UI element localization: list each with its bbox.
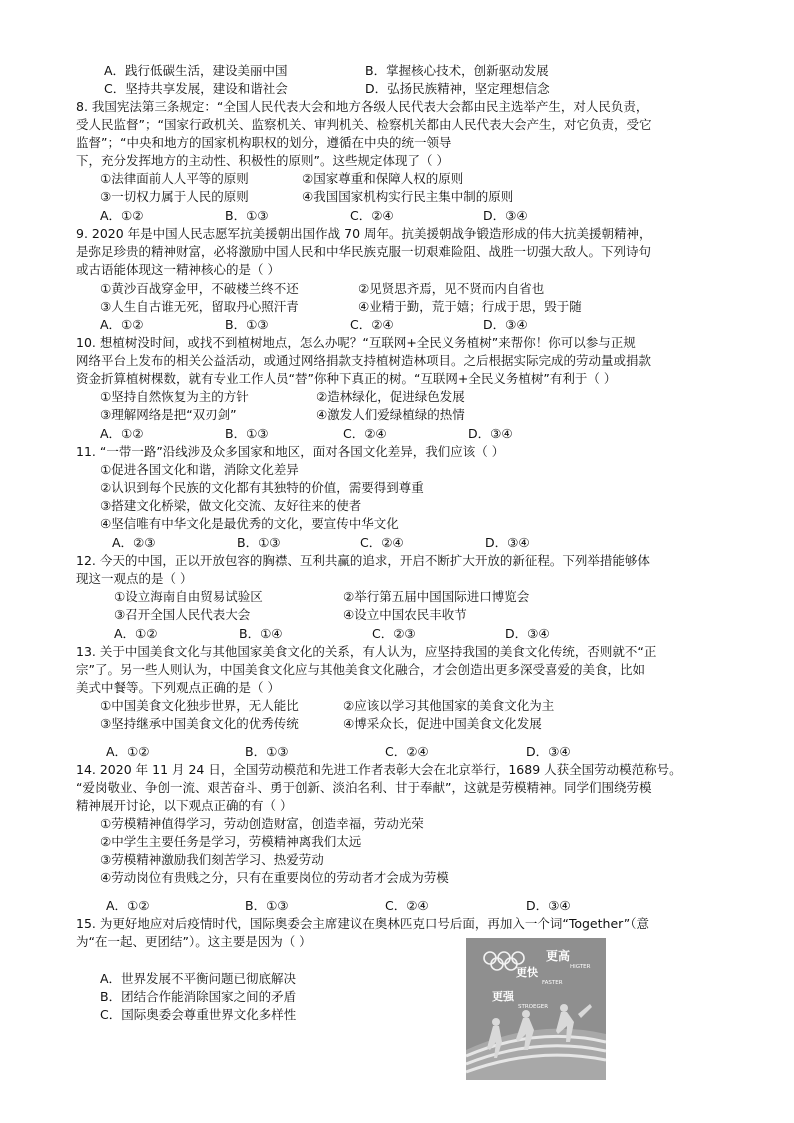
q14-statement-4: ④劳动岗位有贵贱之分，只有在重要岗位的劳动者才会成为劳模 [100, 870, 449, 885]
poster-faster-en: FASTER [542, 980, 563, 986]
q12-statement-1: ①设立海南自由贸易试验区 [114, 589, 263, 604]
q8-statement-1: ①法律面前人人平等的原则 [100, 171, 249, 186]
q9-stem-line2: 是弥足珍贵的精神财富，必将激励中国人民和中华民族克服一切艰难险阻、战胜一切强大敌人。下列诗句 [76, 244, 652, 259]
q8-stem-line2: 受人民监督”；“国家行政机关、监察机关、审判机关、检察机关都由人民代表大会产生，对它负责，受它 [76, 117, 652, 132]
q15-stem-line1: 15. 为更好地应对后疫情时代，国际奥委会主席建议在奥林匹克口号后面，再加入一个词“Together”（意 [76, 916, 650, 931]
q10-statement-3: ③理解网络是把“双刃剑” [100, 407, 237, 422]
q8-option-a: A．①② [100, 208, 144, 223]
q10-stem-line3: 资金折算植树棵数，就有专业工作人员“替”你种下真正的树。“互联网+全民义务植树”有利于（ ） [76, 371, 617, 386]
q13-statement-1: ①中国美食文化独步世界，无人能比 [100, 698, 299, 713]
q15-stem-line2: 为“在一起、更团结”）。这主要是因为（ ） [76, 934, 312, 949]
q15-option-a: A．世界发展不平衡问题已彻底解决 [100, 971, 297, 986]
q9-stem-line3: 或古语能体现这一精神核心的是（ ） [76, 262, 280, 277]
q8-option-c: C．②④ [350, 208, 394, 223]
q13-stem-line1: 13. 关于中国美食文化与其他国家美食文化的关系，有人认为，应坚持我国的美食文化传统，否则就不“正 [76, 644, 657, 659]
q9-option-d: D．③④ [483, 317, 528, 332]
q8-stem-line1: 8. 我国宪法第三条规定：“全国人民代表大会和地方各级人民代表大会都由民主选举产生，对人民负责， [76, 99, 649, 114]
q7-option-b: B．掌握核心技术，创新驱动发展 [365, 63, 549, 78]
q11-option-a: A．②③ [112, 535, 156, 550]
q9-option-c: C．②④ [350, 317, 394, 332]
q13-option-d: D．③④ [526, 744, 571, 759]
q14-stem-line3: 精神展开讨论，以下观点正确的有（ ） [76, 798, 293, 813]
q10-option-d: D．③④ [468, 426, 513, 441]
q10-stem-line1: 10. 想植树没时间，或找不到植树地点，怎么办呢？“互联网+全民义务植树”来帮你！你可以参与正规 [76, 335, 636, 350]
poster-faster-cn: 更快 [516, 966, 538, 979]
q13-option-a: A．①② [106, 744, 150, 759]
q8-statement-2: ②国家尊重和保障人权的原则 [302, 171, 464, 186]
q10-option-c: C．②④ [343, 426, 387, 441]
q12-option-a: A．①② [114, 626, 158, 641]
q13-stem-line3: 美式中餐等。下列观点正确的是（ ） [76, 680, 280, 695]
q14-statement-2: ②中学生主要任务是学习，劳模精神离我们太远 [100, 834, 362, 849]
q12-stem-line2: 现这一观点的是（ ） [76, 571, 193, 586]
q14-option-d: D．③④ [526, 898, 571, 913]
q13-stem-line2: 宗”了。另一些人则认为，中国美食文化应与其他美食文化融合，才会创造出更多深受喜爱的美食，比如 [76, 662, 645, 677]
q10-stem-line2: 网络平台上发布的相关公益活动，或通过网络捐款支持植树造林项目。之后根据实际完成的劳动量或捐款 [76, 353, 652, 368]
q14-statement-1: ①劳模精神值得学习，劳动创造财富，创造幸福，劳动光荣 [100, 816, 424, 831]
q13-statement-4: ④博采众长，促进中国美食文化发展 [343, 716, 542, 731]
q9-option-a: A．①② [100, 317, 144, 332]
q9-statement-1: ①黄沙百战穿金甲，不破楼兰终不还 [100, 281, 299, 296]
q9-statement-4: ④业精于勤，荒于嬉；行成于思，毁于随 [358, 299, 582, 314]
q11-statement-2: ②认识到每个民族的文化都有其独特的价值，需要得到尊重 [100, 480, 424, 495]
q15-option-c: C．国际奥委会尊重世界文化多样性 [100, 1007, 297, 1022]
q8-stem-line4: 下，充分发挥地方的主动性、积极性的原则”。这些规定体现了（ ） [76, 153, 449, 168]
q14-stem-line2: “爱岗敬业、争创一流、艰苦奋斗、勇于创新、淡泊名利、甘于奉献”，这就是劳模精神。同学们围绕劳模 [76, 780, 652, 795]
q14-option-b: B．①③ [245, 898, 289, 913]
q9-statement-3: ③人生自古谁无死，留取丹心照汗青 [100, 299, 299, 314]
q8-statement-3: ③一切权力属于人民的原则 [100, 189, 249, 204]
q9-option-b: B．①③ [225, 317, 269, 332]
q15-option-b: B．团结合作能消除国家之间的矛盾 [100, 989, 297, 1004]
q14-option-a: A．①② [106, 898, 150, 913]
q14-stem-line1: 14. 2020 年 11 月 24 日，全国劳动模范和先进工作者表彰大会在北京举行，1689 人获全国劳动模范称号。 [76, 762, 682, 777]
q11-statement-1: ①促进各国文化和谐，消除文化差异 [100, 462, 299, 477]
q10-statement-4: ④激发人们爱绿植绿的热情 [316, 407, 465, 422]
q9-stem-line1: 9. 2020 年是中国人民志愿军抗美援朝出国作战 70 周年。抗美援朝战争锻造形成的伟大抗美援朝精神， [76, 226, 652, 241]
q13-statement-2: ②应该以学习其他国家的美食文化为主 [343, 698, 555, 713]
poster-stronger-en: STROEGER [518, 1004, 549, 1010]
q12-statement-3: ③召开全国人民代表大会 [114, 607, 251, 622]
q10-statement-2: ②造林绿化，促进绿色发展 [316, 389, 465, 404]
poster-higher-en: HIGTER [570, 964, 591, 970]
olympic-motto-poster [466, 938, 606, 1080]
q14-statement-3: ③劳模精神激励我们刻苦学习、热爱劳动 [100, 852, 324, 867]
q11-statement-3: ③搭建文化桥梁，做文化交流、友好往来的使者 [100, 498, 362, 513]
q12-option-b: B．①④ [239, 626, 283, 641]
q12-statement-2: ②举行第五届中国国际进口博览会 [343, 589, 530, 604]
q7-option-c: C．坚持共享发展，建设和谐社会 [104, 81, 288, 96]
q9-statement-2: ②见贤思齐焉，见不贤而内自省也 [358, 281, 545, 296]
q11-statement-4: ④坚信唯有中华文化是最优秀的文化，要宣传中华文化 [100, 516, 399, 531]
q8-option-b: B．①③ [225, 208, 269, 223]
q13-statement-3: ③坚持继承中国美食文化的优秀传统 [100, 716, 299, 731]
q10-option-b: B．①③ [225, 426, 269, 441]
poster-higher-cn: 更高 [546, 949, 571, 963]
q11-option-d: D．③④ [485, 535, 530, 550]
poster-graphic [466, 938, 606, 1080]
q8-stem-line3: 监督”；“中央和地方的国家机构职权的划分，遵循在中央的统一领导 [76, 135, 452, 150]
q12-option-d: D．③④ [505, 626, 550, 641]
q14-option-c: C．②④ [385, 898, 429, 913]
q7-option-d: D．弘扬民族精神，坚定理想信念 [365, 81, 550, 96]
q11-option-b: B．①③ [237, 535, 281, 550]
q12-stem-line1: 12. 今天的中国，正以开放包容的胸襟、互利共赢的追求，开启不断扩大开放的新征程。下列举措能够体 [76, 553, 650, 568]
q11-stem-line1: 11. “一带一路”沿线涉及众多国家和地区，面对各国文化差异，我们应该（ ） [76, 444, 505, 459]
q13-option-c: C．②④ [385, 744, 429, 759]
q7-option-a: A．践行低碳生活，建设美丽中国 [104, 63, 288, 78]
q13-option-b: B．①③ [245, 744, 289, 759]
q11-option-c: C．②④ [360, 535, 404, 550]
q10-statement-1: ①坚持自然恢复为主的方针 [100, 389, 249, 404]
q12-statement-4: ④设立中国农民丰收节 [343, 607, 467, 622]
poster-stronger-cn: 更强 [492, 990, 514, 1003]
q8-statement-4: ④我国国家机构实行民主集中制的原则 [302, 189, 514, 204]
q12-option-c: C．②③ [372, 626, 416, 641]
q10-option-a: A．①② [100, 426, 144, 441]
q8-option-d: D．③④ [483, 208, 528, 223]
